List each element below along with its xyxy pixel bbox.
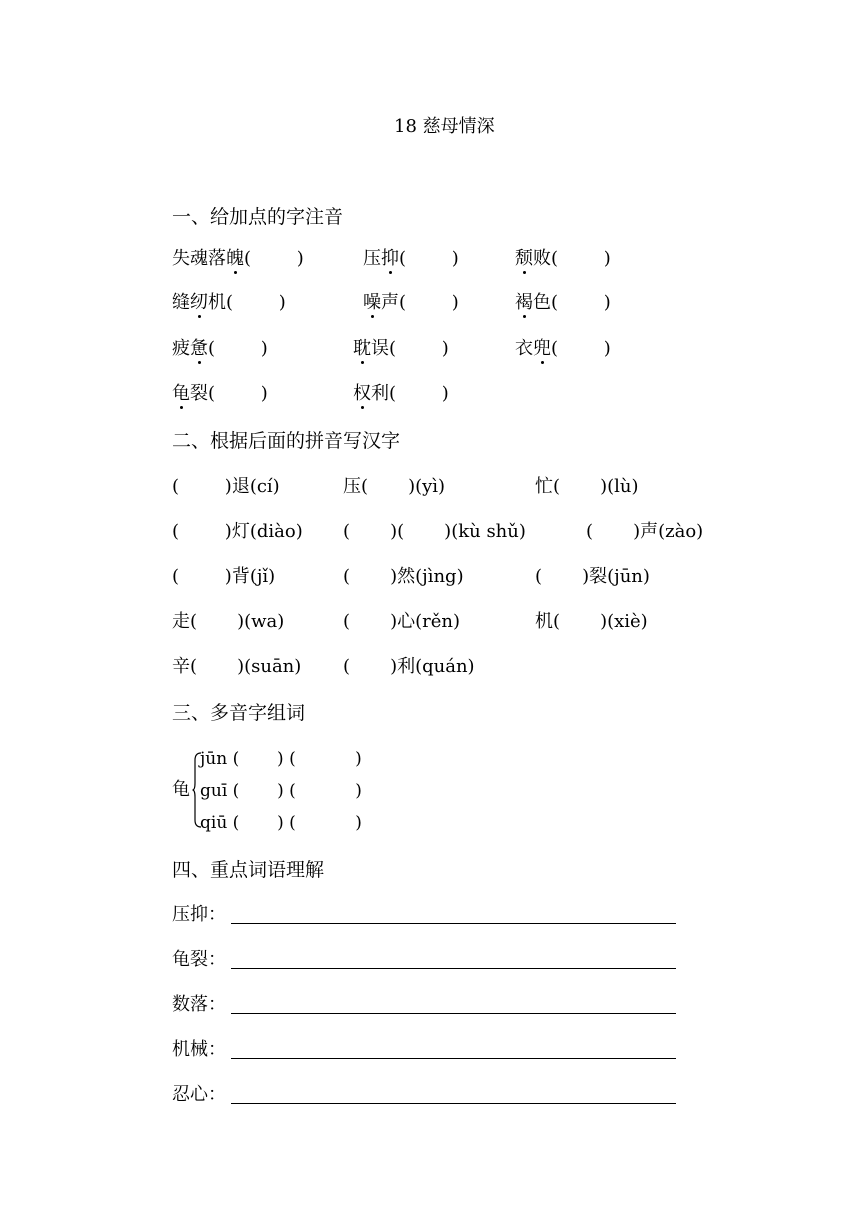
dotted-char: 抑 — [381, 248, 399, 269]
polyphone-row: jūn ( ) ( ) — [200, 749, 362, 769]
pinyin-item: 缝纫机( ) — [172, 292, 286, 313]
answer-line — [231, 1013, 676, 1014]
pinyin-item: 失魂落魄( ) — [172, 248, 304, 269]
answer-line — [231, 1103, 676, 1104]
dotted-char: 龟 — [172, 383, 190, 404]
polyphone-char: 龟 — [172, 779, 190, 800]
vocab-label: 压抑： — [172, 904, 226, 925]
vocab-label: 机械： — [172, 1039, 226, 1060]
answer-line — [231, 923, 676, 924]
section2-heading: 二、根据后面的拼音写汉字 — [172, 430, 401, 452]
hanzi-item: ( )灯(diào) — [172, 521, 303, 542]
vocab-label: 龟裂： — [172, 949, 226, 970]
hanzi-item: 辛( )(suān) — [172, 656, 302, 677]
page-title: 18 慈母情深 — [394, 116, 495, 137]
dotted-char: 兜 — [533, 338, 551, 359]
hanzi-item: 忙( )(lù) — [535, 476, 639, 497]
hanzi-item: ( )利(quán) — [343, 656, 475, 677]
hanzi-item: ( )裂(jūn) — [535, 566, 650, 587]
dotted-char: 噪 — [363, 292, 381, 313]
answer-line — [231, 968, 676, 969]
dotted-char: 权 — [353, 383, 371, 404]
section1-heading: 一、给加点的字注音 — [172, 206, 344, 228]
pinyin-item: 颓败( ) — [515, 248, 611, 269]
pinyin-item: 压抑( ) — [363, 248, 459, 269]
dotted-char: 褐 — [515, 292, 533, 313]
hanzi-item: ( )心(rěn) — [343, 611, 460, 632]
section4-heading: 四、重点词语理解 — [172, 859, 325, 881]
polyphone-row: qiū ( ) ( ) — [200, 813, 362, 833]
pinyin-item: 耽误( ) — [353, 338, 449, 359]
hanzi-item: ( )( )(kù shǔ) — [343, 521, 526, 542]
vocab-label: 数落： — [172, 994, 226, 1015]
hanzi-item: 走( )(wa) — [172, 611, 285, 632]
dotted-char: 耽 — [353, 338, 371, 359]
hanzi-item: ( )然(jìng) — [343, 566, 464, 587]
pinyin-item: 噪声( ) — [363, 292, 459, 313]
pinyin-item: 衣兜( ) — [515, 338, 611, 359]
hanzi-item: ( )退(cí) — [172, 476, 280, 497]
hanzi-item: 压( )(yì) — [343, 476, 446, 497]
hanzi-item: ( )声(zào) — [586, 521, 704, 542]
polyphone-row: guī ( ) ( ) — [200, 781, 362, 801]
pinyin-item: 褐色( ) — [515, 292, 611, 313]
hanzi-item: 机( )(xiè) — [535, 611, 648, 632]
pinyin-item: 龟裂( ) — [172, 383, 268, 404]
dotted-char: 纫 — [190, 292, 208, 313]
vocab-label: 忍心： — [172, 1084, 226, 1105]
hanzi-item: ( )背(jǐ) — [172, 566, 276, 587]
pinyin-item: 权利( ) — [353, 383, 449, 404]
dotted-char: 惫 — [190, 338, 208, 359]
section3-heading: 三、多音字组词 — [172, 702, 306, 724]
pinyin-item: 疲惫( ) — [172, 338, 268, 359]
dotted-char: 颓 — [515, 248, 533, 269]
answer-line — [231, 1058, 676, 1059]
dotted-char: 魄 — [226, 248, 244, 269]
